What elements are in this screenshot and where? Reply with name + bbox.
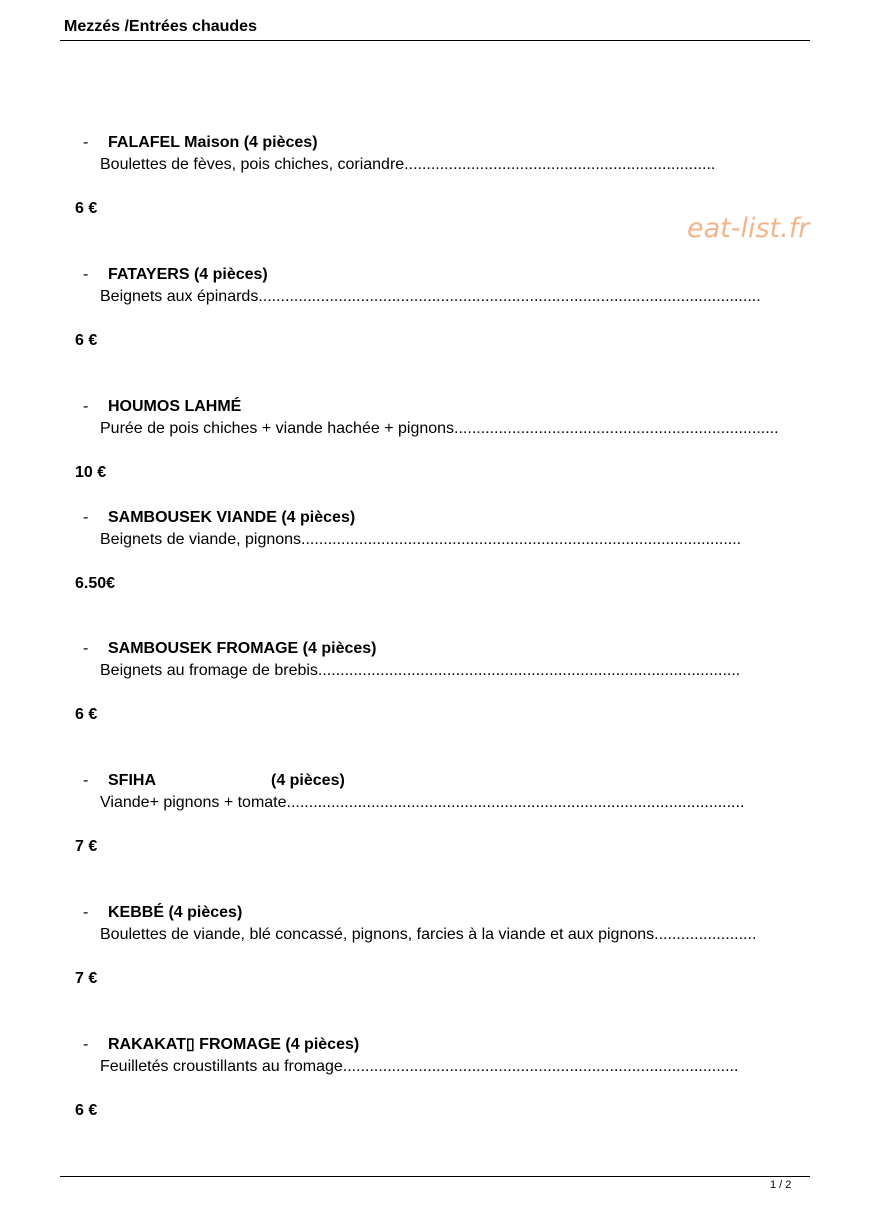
menu-item-bullet: - (83, 904, 89, 921)
menu-item-title: SAMBOUSEK VIANDE (4 pièces) (108, 509, 356, 526)
page-number: 1 / 2 (770, 1179, 792, 1191)
menu-item-bullet: - (83, 1036, 89, 1053)
menu-item-description: Beignets aux épinards................................................................................................................. (100, 288, 761, 305)
footer-divider (60, 1176, 810, 1177)
menu-item-description: Viande+ pignons + tomate....................................................................................................... (100, 794, 745, 811)
menu-item-description: Boulettes de fèves, pois chiches, coriandre...................................................................... (100, 156, 716, 173)
menu-item-description: Beignets de viande, pignons................................................................................................... (100, 531, 742, 548)
menu-item-title: FATAYERS (4 pièces) (108, 266, 268, 283)
page-header-title: Mezzés /Entrées chaudes (64, 18, 257, 35)
menu-item-description: Purée de pois chiches + viande hachée + pignons......................................................................... (100, 420, 779, 437)
menu-item-bullet: - (83, 134, 89, 151)
menu-item-description: Beignets au fromage de brebis............................................................................................... (100, 662, 741, 679)
menu-item-bullet: - (83, 509, 89, 526)
menu-item-price: 6 € (75, 1102, 98, 1119)
menu-item-price: 6.50€ (75, 575, 116, 592)
menu-item-description: Boulettes de viande, blé concassé, pignons, farcies à la viande et aux pignons....................... (100, 926, 757, 943)
menu-item-title: FALAFEL Maison (4 pièces) (108, 134, 318, 151)
menu-item-title: RAKAKAT▯ FROMAGE (4 pièces) (108, 1036, 360, 1053)
menu-item-description: Feuilletés croustillants au fromage......................................................................................... (100, 1058, 739, 1075)
header-divider (60, 40, 810, 41)
menu-item-title: KEBBÉ (4 pièces) (108, 904, 243, 921)
menu-item-bullet: - (83, 398, 89, 415)
menu-item-bullet: - (83, 266, 89, 283)
menu-item-title: SFIHA (4 pièces) (108, 772, 345, 789)
menu-item-bullet: - (83, 772, 89, 789)
menu-item-title: HOUMOS LAHMÉ (108, 398, 242, 415)
menu-item-price: 6 € (75, 706, 98, 723)
menu-item-price: 7 € (75, 838, 98, 855)
menu-item-bullet: - (83, 640, 89, 657)
menu-item-price: 10 € (75, 464, 107, 481)
watermark-logo: eat-list.fr (687, 213, 810, 244)
menu-item-price: 6 € (75, 332, 98, 349)
menu-item-title: SAMBOUSEK FROMAGE (4 pièces) (108, 640, 377, 657)
menu-item-price: 6 € (75, 200, 98, 217)
menu-item-price: 7 € (75, 970, 98, 987)
